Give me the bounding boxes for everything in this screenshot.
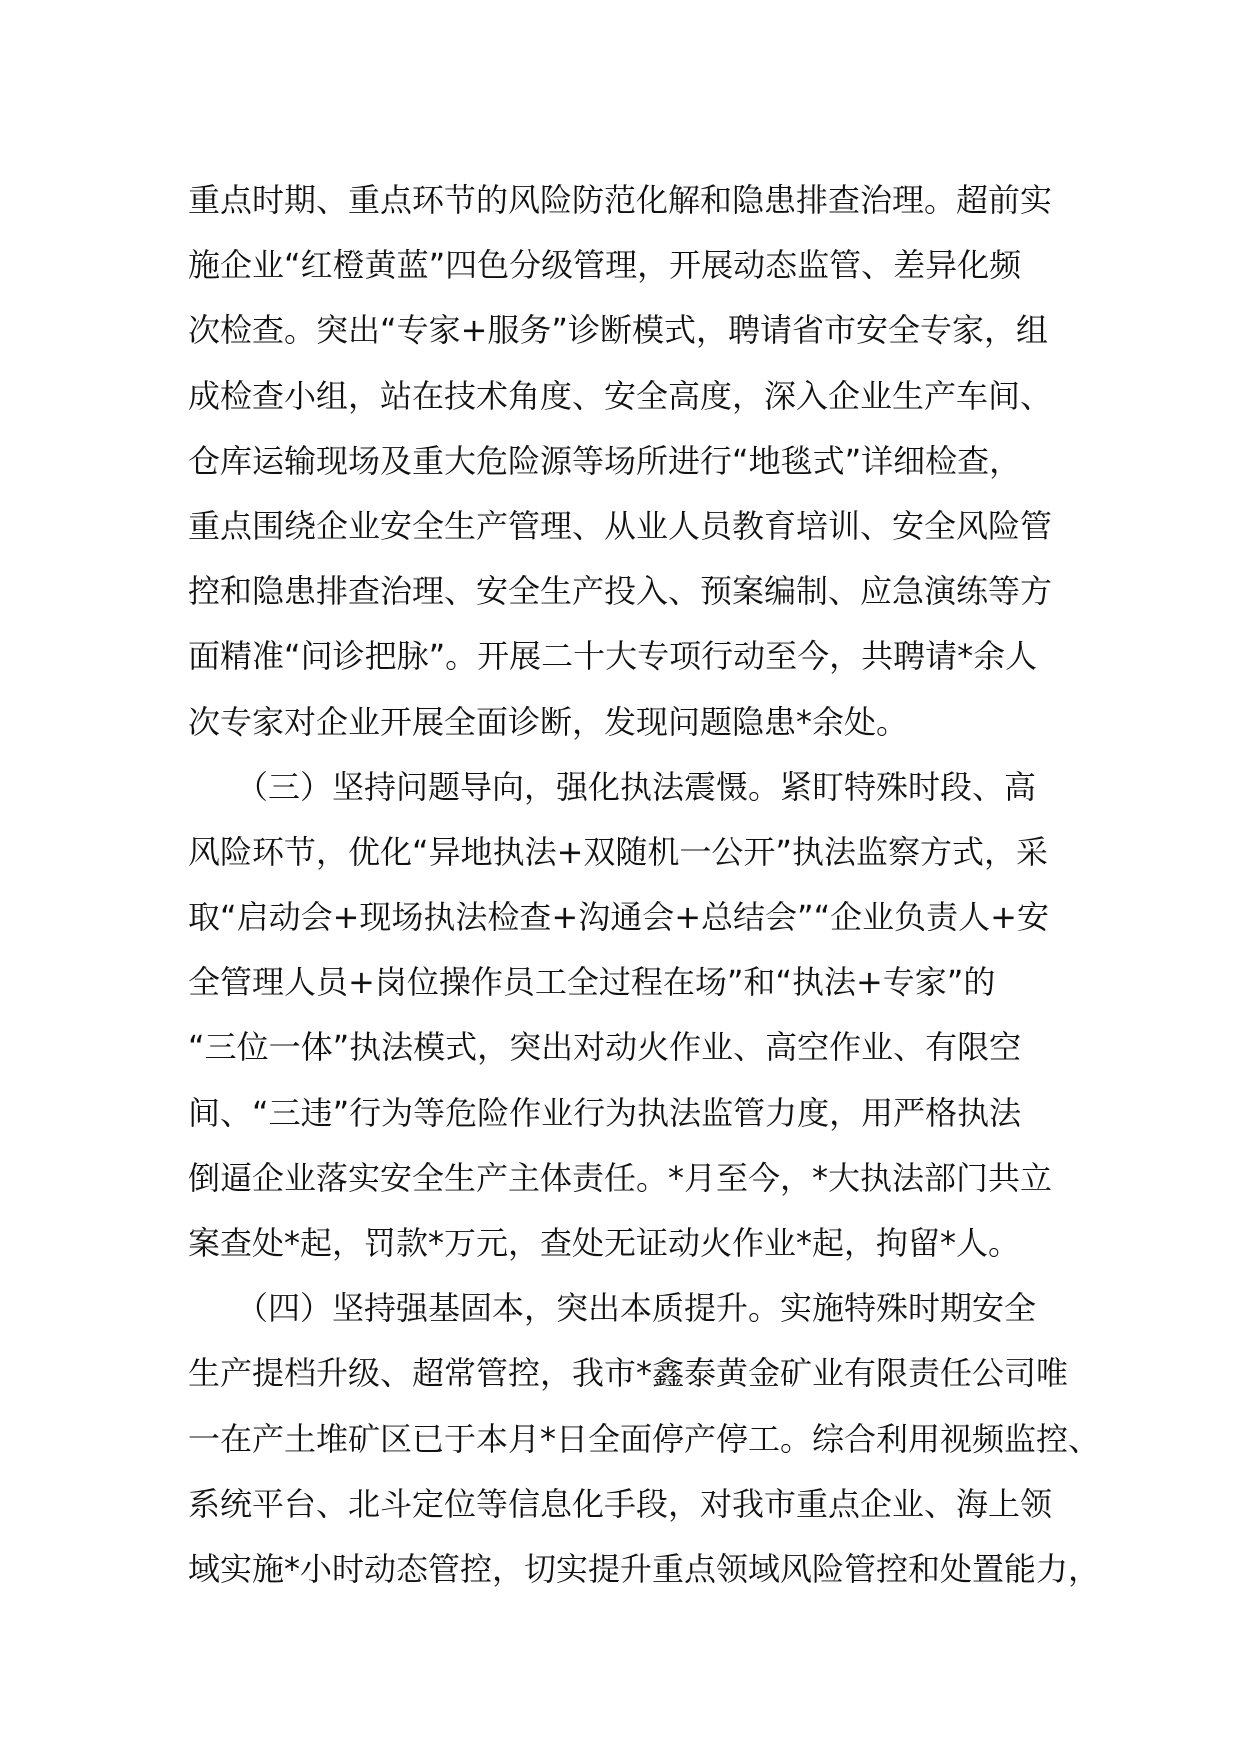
text-line: 成检查小组，站在技术角度、安全高度，深入企业生产车间、 — [188, 376, 1053, 415]
text-line: 系统平台、北斗定位等信息化手段，对我市重点企业、海上领 — [188, 1484, 1053, 1523]
text-line: 一在产土堆矿区已于本月*日全面停产停工。综合利用视频监控、 — [188, 1419, 1101, 1458]
text-line: 控和隐患排查治理、安全生产投入、预案编制、应急演练等方 — [188, 572, 1053, 611]
text-line: 施企业“红橙黄蓝”四色分级管理，开展动态监管、差异化频 — [188, 246, 1022, 285]
text-line: 仓库运输现场及重大危险源等场所进行“地毯式”详细检查， — [188, 441, 1022, 480]
text-line: 风险环节，优化“异地执法+双随机一公开”执法监察方式，采 — [188, 832, 1048, 871]
text-line: 间、“三违”行为等危险作业行为执法监管力度，用严格执法 — [188, 1093, 1022, 1132]
text-line: 生产提档升级、超常管控，我市*鑫泰黄金矿业有限责任公司唯 — [188, 1354, 1069, 1393]
body-text — [188, 168, 1101, 1602]
section-heading-line: （四）坚持强基固本，突出本质提升。实施特殊时期安全 — [188, 1289, 1037, 1328]
text-line: 倒逼企业落实安全生产主体责任。*月至今，*大执法部门共立 — [188, 1158, 1053, 1197]
text-line: 重点时期、重点环节的风险防范化解和隐患排查治理。超前实 — [188, 181, 1053, 219]
text-line: “三位一体”执法模式，突出对动火作业、高空作业、有限空 — [188, 1028, 1022, 1067]
text-line: 域实施*小时动态管控，切实提升重点领域风险管控和处置能力， — [188, 1549, 1101, 1588]
text-line: 面精准“问诊把脉”。开展二十大专项行动至今，共聘请*余人 — [188, 637, 1038, 676]
text-line: 次检查。突出“专家+服务”诊断模式，聘请省市安全专家，组 — [188, 311, 1048, 350]
text-line: 案查处*起，罚款*万元，查处无证动火作业*起，拘留*人。 — [188, 1224, 1021, 1262]
section-heading-line: （三）坚持问题导向，强化执法震慑。紧盯特殊时段、高 — [188, 767, 1037, 806]
text-line: 取“启动会+现场执法检查+沟通会+总结会”“企业负责人+安 — [188, 898, 1049, 937]
text-line: 重点围绕企业安全生产管理、从业人员教育培训、安全风险管 — [188, 506, 1053, 545]
text-line: 次专家对企业开展全面诊断，发现问题隐患*余处。 — [188, 702, 909, 741]
text-line: 全管理人员+岗位操作员工全过程在场”和“执法+专家”的 — [188, 963, 996, 1002]
